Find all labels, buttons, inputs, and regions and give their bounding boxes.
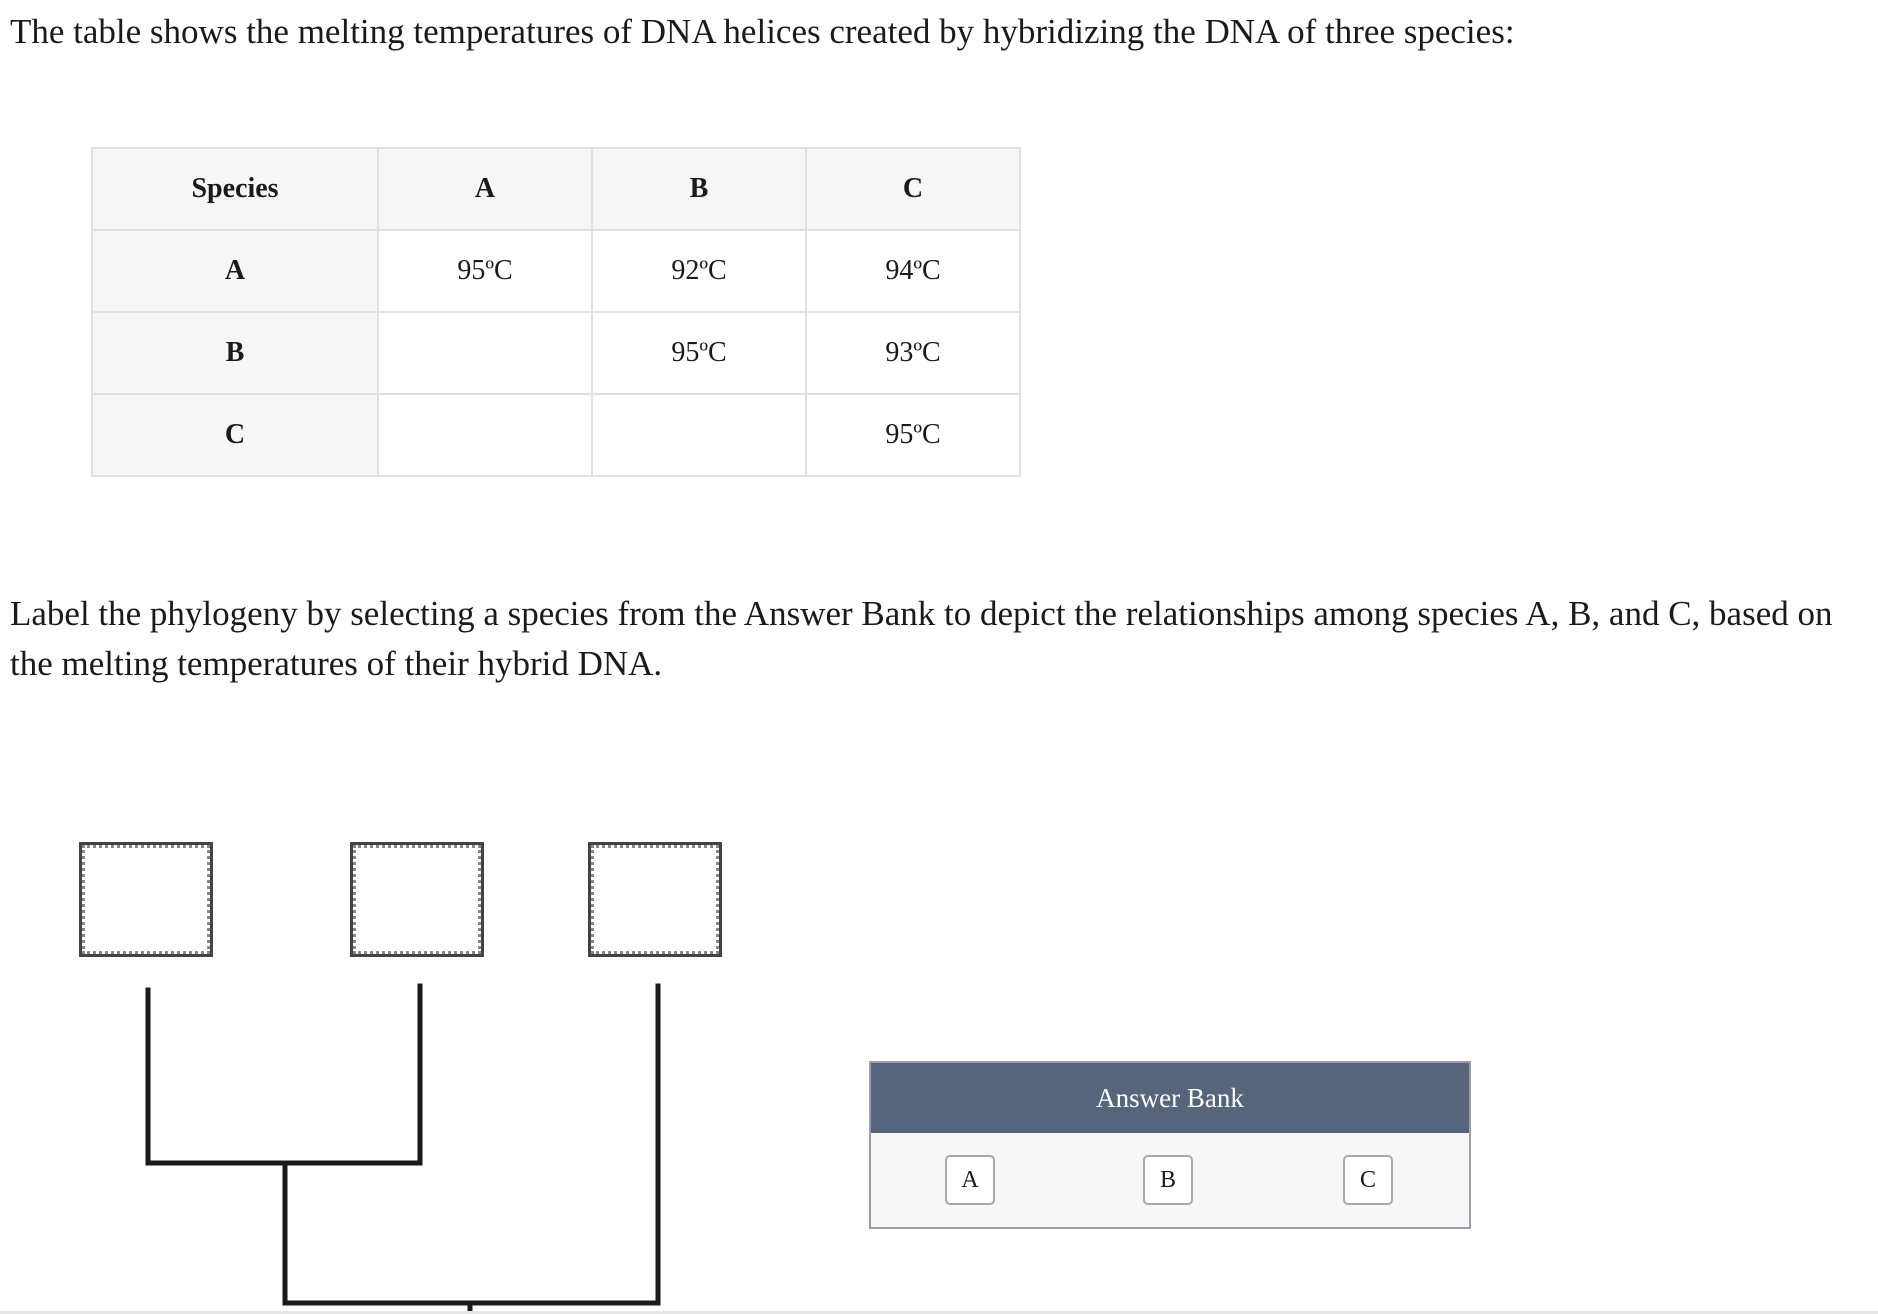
header-a: A bbox=[378, 148, 592, 230]
intro-text: The table shows the melting temperatures of DNA helices created by hybridizing the DNA of three species: bbox=[10, 12, 1515, 51]
answer-bank-title: Answer Bank bbox=[871, 1063, 1469, 1133]
table-cell: 95ºC bbox=[806, 394, 1020, 476]
header-b: B bbox=[592, 148, 806, 230]
table-cell: 93ºC bbox=[806, 312, 1020, 394]
header-c: C bbox=[806, 148, 1020, 230]
table-cell: 92ºC bbox=[592, 230, 806, 312]
answer-bank-options bbox=[871, 1133, 1469, 1229]
header-species: Species bbox=[92, 148, 378, 230]
row-species-label: B bbox=[92, 312, 378, 394]
table-cell: 95ºC bbox=[592, 312, 806, 394]
instruction-text: Label the phylogeny by selecting a species from the Answer Bank to depict the relationships among species A, B, and C, based on the melting temperatures of their hybrid DNA. bbox=[10, 594, 1833, 683]
table-cell: 94ºC bbox=[806, 230, 1020, 312]
answer-option-c[interactable]: C bbox=[1343, 1155, 1393, 1205]
answer-bank bbox=[869, 1061, 1471, 1229]
row-species-label: C bbox=[92, 394, 378, 476]
table-cell: 95ºC bbox=[378, 230, 592, 312]
row-species-label: A bbox=[92, 230, 378, 312]
answer-option-b[interactable]: B bbox=[1143, 1155, 1193, 1205]
answer-option-a[interactable]: A bbox=[945, 1155, 995, 1205]
